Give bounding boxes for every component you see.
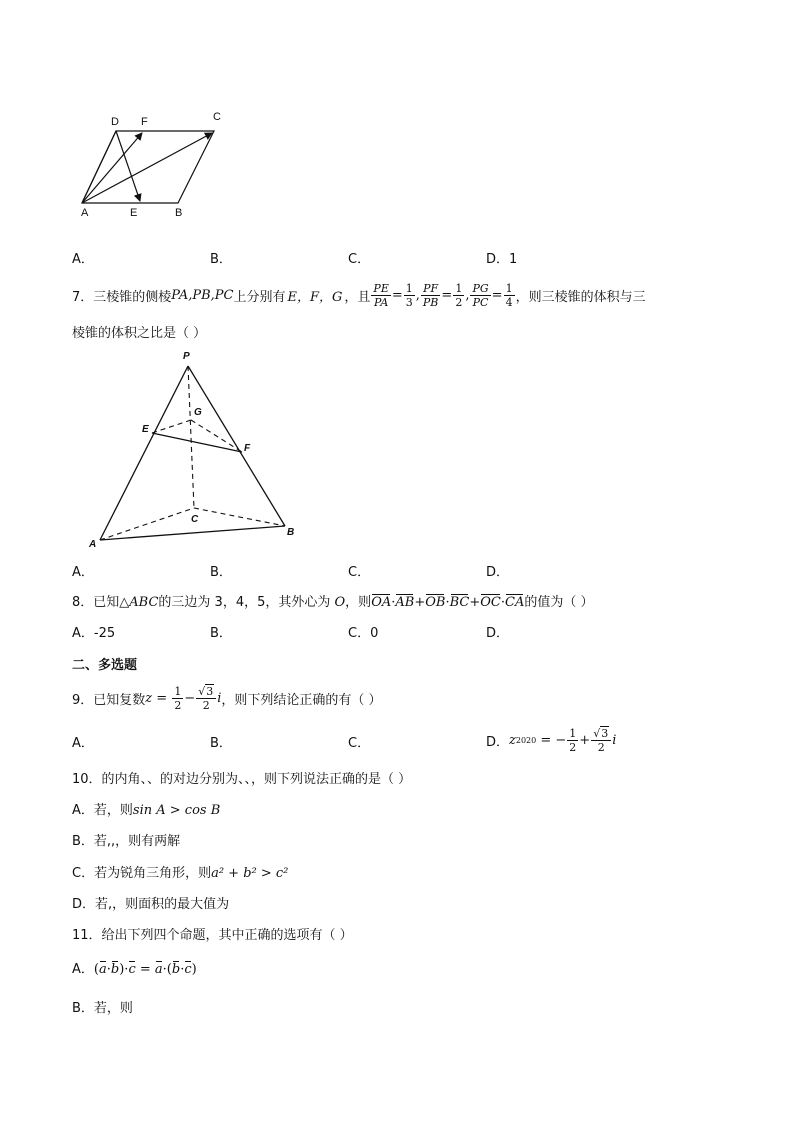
q6-option-b: B． (210, 252, 232, 267)
q7-edges: PA,PB,PC (171, 287, 234, 303)
label-g: G (194, 407, 202, 418)
vector-ac (82, 133, 212, 203)
q7-suffix: ，则三棱锥的体积与三 (515, 289, 646, 305)
label-f2: F (244, 443, 251, 454)
q7-points: E，F，G (287, 289, 343, 305)
q8-option-c: C．0 (348, 626, 379, 641)
q9-frac-half: $\frac{1}{2}$ (174, 684, 182, 712)
q9-option-c: C． (348, 736, 371, 751)
label-b: B (175, 207, 183, 219)
vector-af (82, 133, 142, 203)
q7-mid2: ，且 (344, 289, 371, 305)
edge-pb (188, 366, 285, 526)
q7-frac-pe-pa: $\frac{PE}{PA}$ (373, 281, 389, 309)
q8-vector-ca: CA (505, 595, 525, 610)
q7-option-d: D． (486, 565, 510, 580)
q7-option-a: A． (72, 565, 94, 580)
q8-vector-oa: OA (371, 595, 392, 610)
q6-option-a: A． (72, 252, 94, 267)
tetrahedron-figure (80, 348, 310, 553)
q7-option-c: C． (348, 565, 371, 580)
section-multi-choice: 二、多选题 (72, 658, 138, 673)
label-p: P (183, 351, 190, 362)
q8-stem: 8．已知△ABC的三边为 3，4，5，其外心为 O，则OA·AB+OB·BC+OC·CA的值为（ ） (72, 595, 594, 610)
label-c: C (213, 111, 221, 123)
q8-vector-oc: OC (480, 595, 501, 610)
q11-option-b: B．若，则 (72, 1001, 133, 1016)
q9-option-d: D． z 2020 = − $\frac{1}{2}$ + $\frac{√3}{2}$ i (486, 726, 617, 754)
q7-mid1: 上分别有 (233, 289, 286, 305)
q8-vector-bc: BC (449, 595, 470, 610)
q10-option-d: D．若,，则面积的最大值为 (72, 897, 230, 912)
q10-option-c: C．若为锐角三角形，则a² + b² > c² (72, 866, 289, 881)
label-d: D (111, 116, 119, 128)
q8-option-b: B． (210, 626, 232, 641)
q7-stem-line2: 棱锥的体积之比是（ ） (72, 326, 207, 341)
parallelogram-figure (70, 105, 240, 225)
q8-option-a: A．-25 (72, 626, 116, 641)
q9-frac-sqrt3-half: $\frac{√3}{2}$ (196, 685, 216, 712)
edge-ab (100, 526, 285, 540)
q7-frac-one-half: $\frac{1}{2}$ (455, 281, 463, 309)
label-e2: E (142, 424, 149, 435)
q6-option-d: D．1 (486, 252, 518, 267)
edge-ef (152, 433, 242, 452)
q7-prefix: 7．三棱锥的侧棱 (72, 289, 172, 305)
q8-point-o: O (334, 595, 346, 610)
q7-stem: 7．三棱锥的侧棱 PA,PB,PC 上分别有 E，F，G ，且 $\frac{PE}{PA}$ = $\frac{1}{3}$ , $\frac{PF}{PB}$ = $\frac{1}{2}$ , $\frac{PG}{PC}$ = $\frac{1}{4}$ ，则三棱锥的体积与三 (72, 281, 646, 309)
q9-option-b: B． (210, 736, 232, 751)
q9-stem: 9．已知复数 z = $\frac{1}{2}$ − $\frac{√3}{2}$ i ，则下列结论正确的有（ ） (72, 684, 382, 712)
label-c2: C (191, 514, 199, 525)
q10-option-b: B．若,,，则有两解 (72, 834, 181, 849)
q7-frac-pf-pb: $\frac{PF}{PB}$ (422, 281, 439, 309)
q10-stem: 10．的内角、、的对边分别为、、，则下列说法正确的是（ ） (72, 772, 412, 787)
edge-pa (100, 366, 188, 540)
q9-option-a: A． (72, 736, 94, 751)
label-e: E (130, 207, 138, 219)
edge-pc (188, 366, 194, 508)
edge-bc (194, 508, 285, 526)
q10-option-a: A．若，则sin A > cos B (72, 803, 221, 818)
q7-option-b: B． (210, 565, 232, 580)
q8-vector-ab: AB (395, 595, 415, 610)
label-a2: A (89, 539, 97, 550)
q7-frac-one-third: $\frac{1}{3}$ (405, 281, 413, 309)
q6-option-c: C． (348, 252, 371, 267)
label-b2: B (287, 527, 295, 538)
q11-stem: 11．给出下列四个命题，其中正确的选项有（ ） (72, 928, 353, 943)
vector-ad (82, 131, 116, 203)
q7-frac-one-quarter: $\frac{1}{4}$ (505, 281, 513, 309)
q8-option-d: D． (486, 626, 510, 641)
vector-de (116, 131, 140, 201)
label-f: F (141, 116, 148, 128)
q9-z: z (145, 690, 153, 706)
q8-vector-ob: OB (425, 595, 446, 610)
label-a: A (81, 207, 89, 219)
q11-option-a: A．(a·b)·c = a·(b·c) (72, 962, 197, 977)
q7-frac-pg-pc: $\frac{PG}{PC}$ (472, 281, 489, 309)
q8-triangle: △ABC (119, 595, 159, 610)
